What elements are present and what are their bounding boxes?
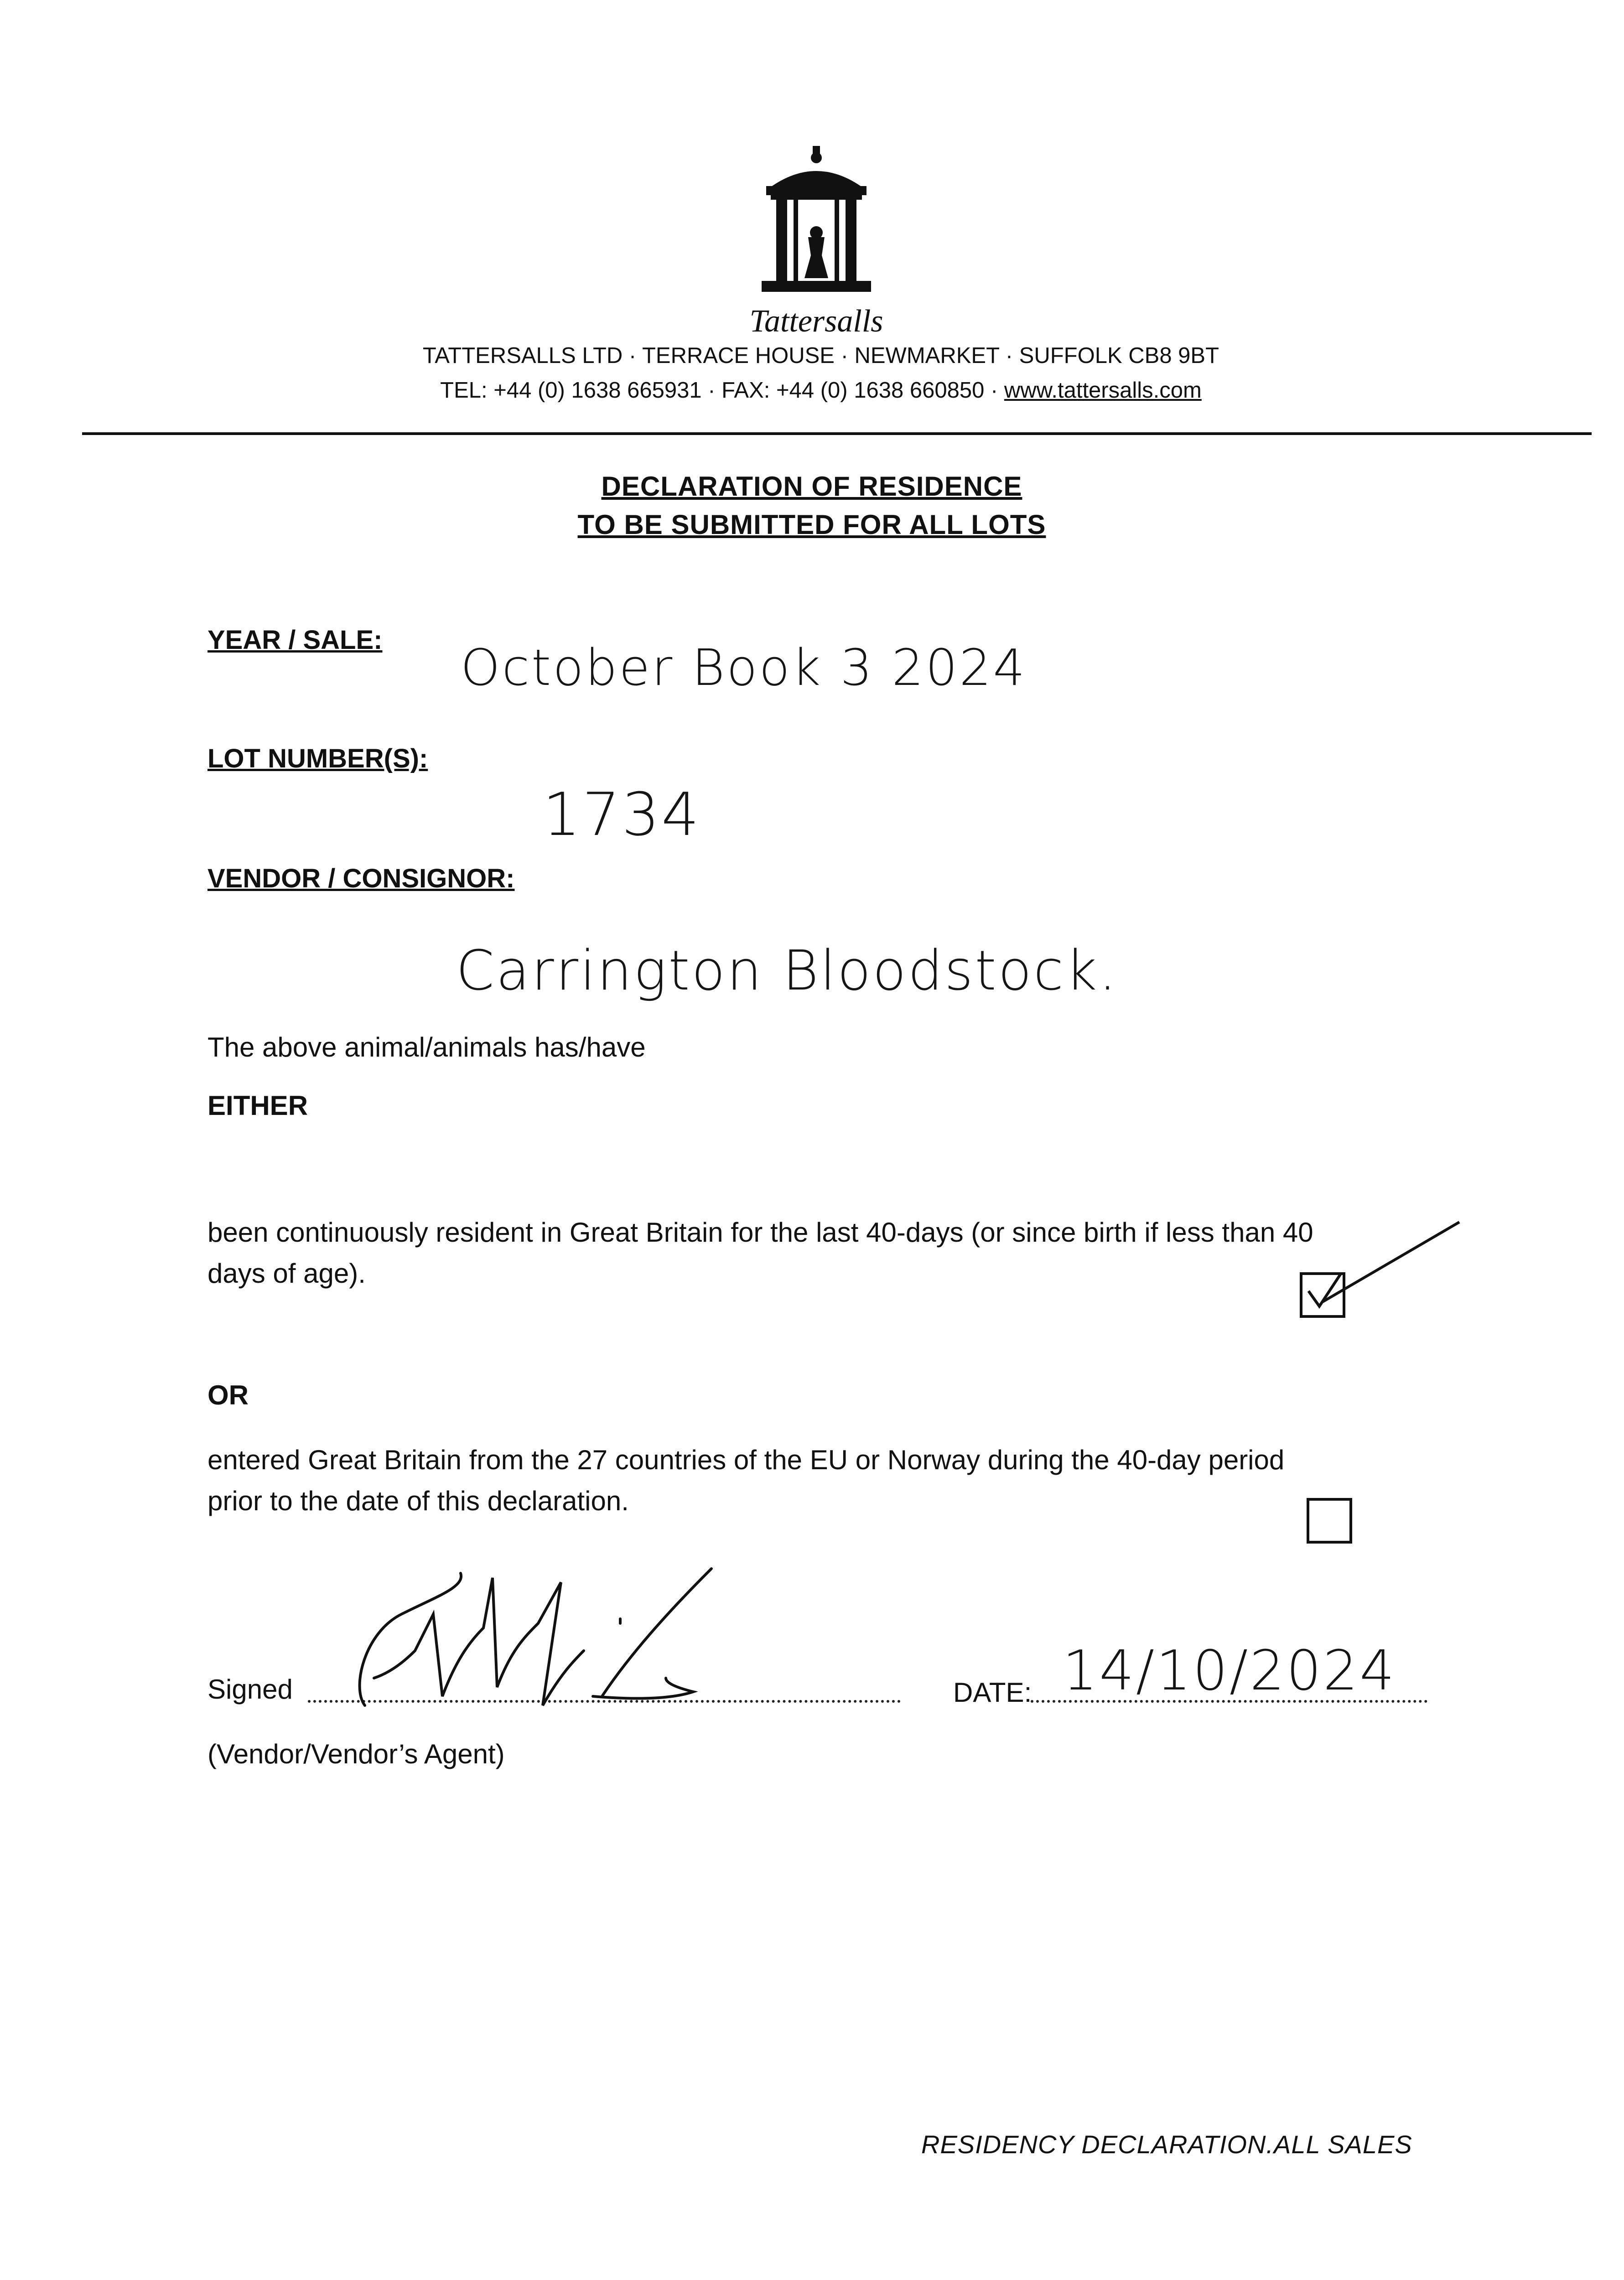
contact-line (319, 378, 1323, 403)
website-link[interactable]: www.tattersalls.com (1004, 378, 1202, 403)
date-value[interactable]: 14/10/2024 (1063, 1639, 1396, 1703)
signature-image[interactable] (347, 1560, 748, 1715)
or-heading: OR (208, 1380, 249, 1410)
vendor-label: VENDOR / CONSIGNOR: (208, 864, 515, 893)
option2-line1: entered Great Britain from the 27 countries of the EU or Norway during the 40-day period (208, 1445, 1285, 1475)
footer-text: RESIDENCY DECLARATION.ALL SALES (921, 2130, 1412, 2159)
option1-line1: been continuously resident in Great Britain for the last 40-days (or since birth if less than 40 (208, 1217, 1313, 1248)
year-sale-value[interactable]: October Book 3 2024 (461, 638, 1027, 697)
check-stroke-icon (1323, 1213, 1468, 1304)
signed-label: Signed (208, 1674, 293, 1705)
option2-checkbox[interactable] (1307, 1498, 1352, 1544)
intro-text: The above animal/animals has/have (208, 1032, 646, 1062)
vendor-value[interactable]: Carrington Bloodstock. (456, 939, 1118, 1003)
date-label: DATE: (953, 1677, 1032, 1708)
vendor-agent-label: (Vendor/Vendor’s Agent) (208, 1739, 505, 1769)
lot-numbers-value[interactable]: 1734 (543, 780, 701, 849)
form-subtitle: TO BE SUBMITTED FOR ALL LOTS (577, 509, 1046, 540)
option1-line2: days of age). (208, 1258, 366, 1289)
brand-name: Tattersalls (749, 304, 883, 339)
either-heading: EITHER (208, 1090, 308, 1121)
form-title: DECLARATION OF RESIDENCE (601, 471, 1022, 502)
header-divider (82, 432, 1592, 435)
tattersalls-logo (757, 146, 876, 296)
option2-line2: prior to the date of this declaration. (208, 1486, 629, 1516)
year-sale-label: YEAR / SALE: (208, 625, 383, 655)
company-address: TATTERSALLS LTD · TERRACE HOUSE · NEWMARKET · SUFFOLK CB8 9BT (422, 343, 1219, 368)
contact-numbers: TEL: +44 (0) 1638 665931 · FAX: +44 (0) 1638 660850 · (440, 378, 1004, 403)
lot-numbers-label: LOT NUMBER(S): (208, 744, 428, 773)
